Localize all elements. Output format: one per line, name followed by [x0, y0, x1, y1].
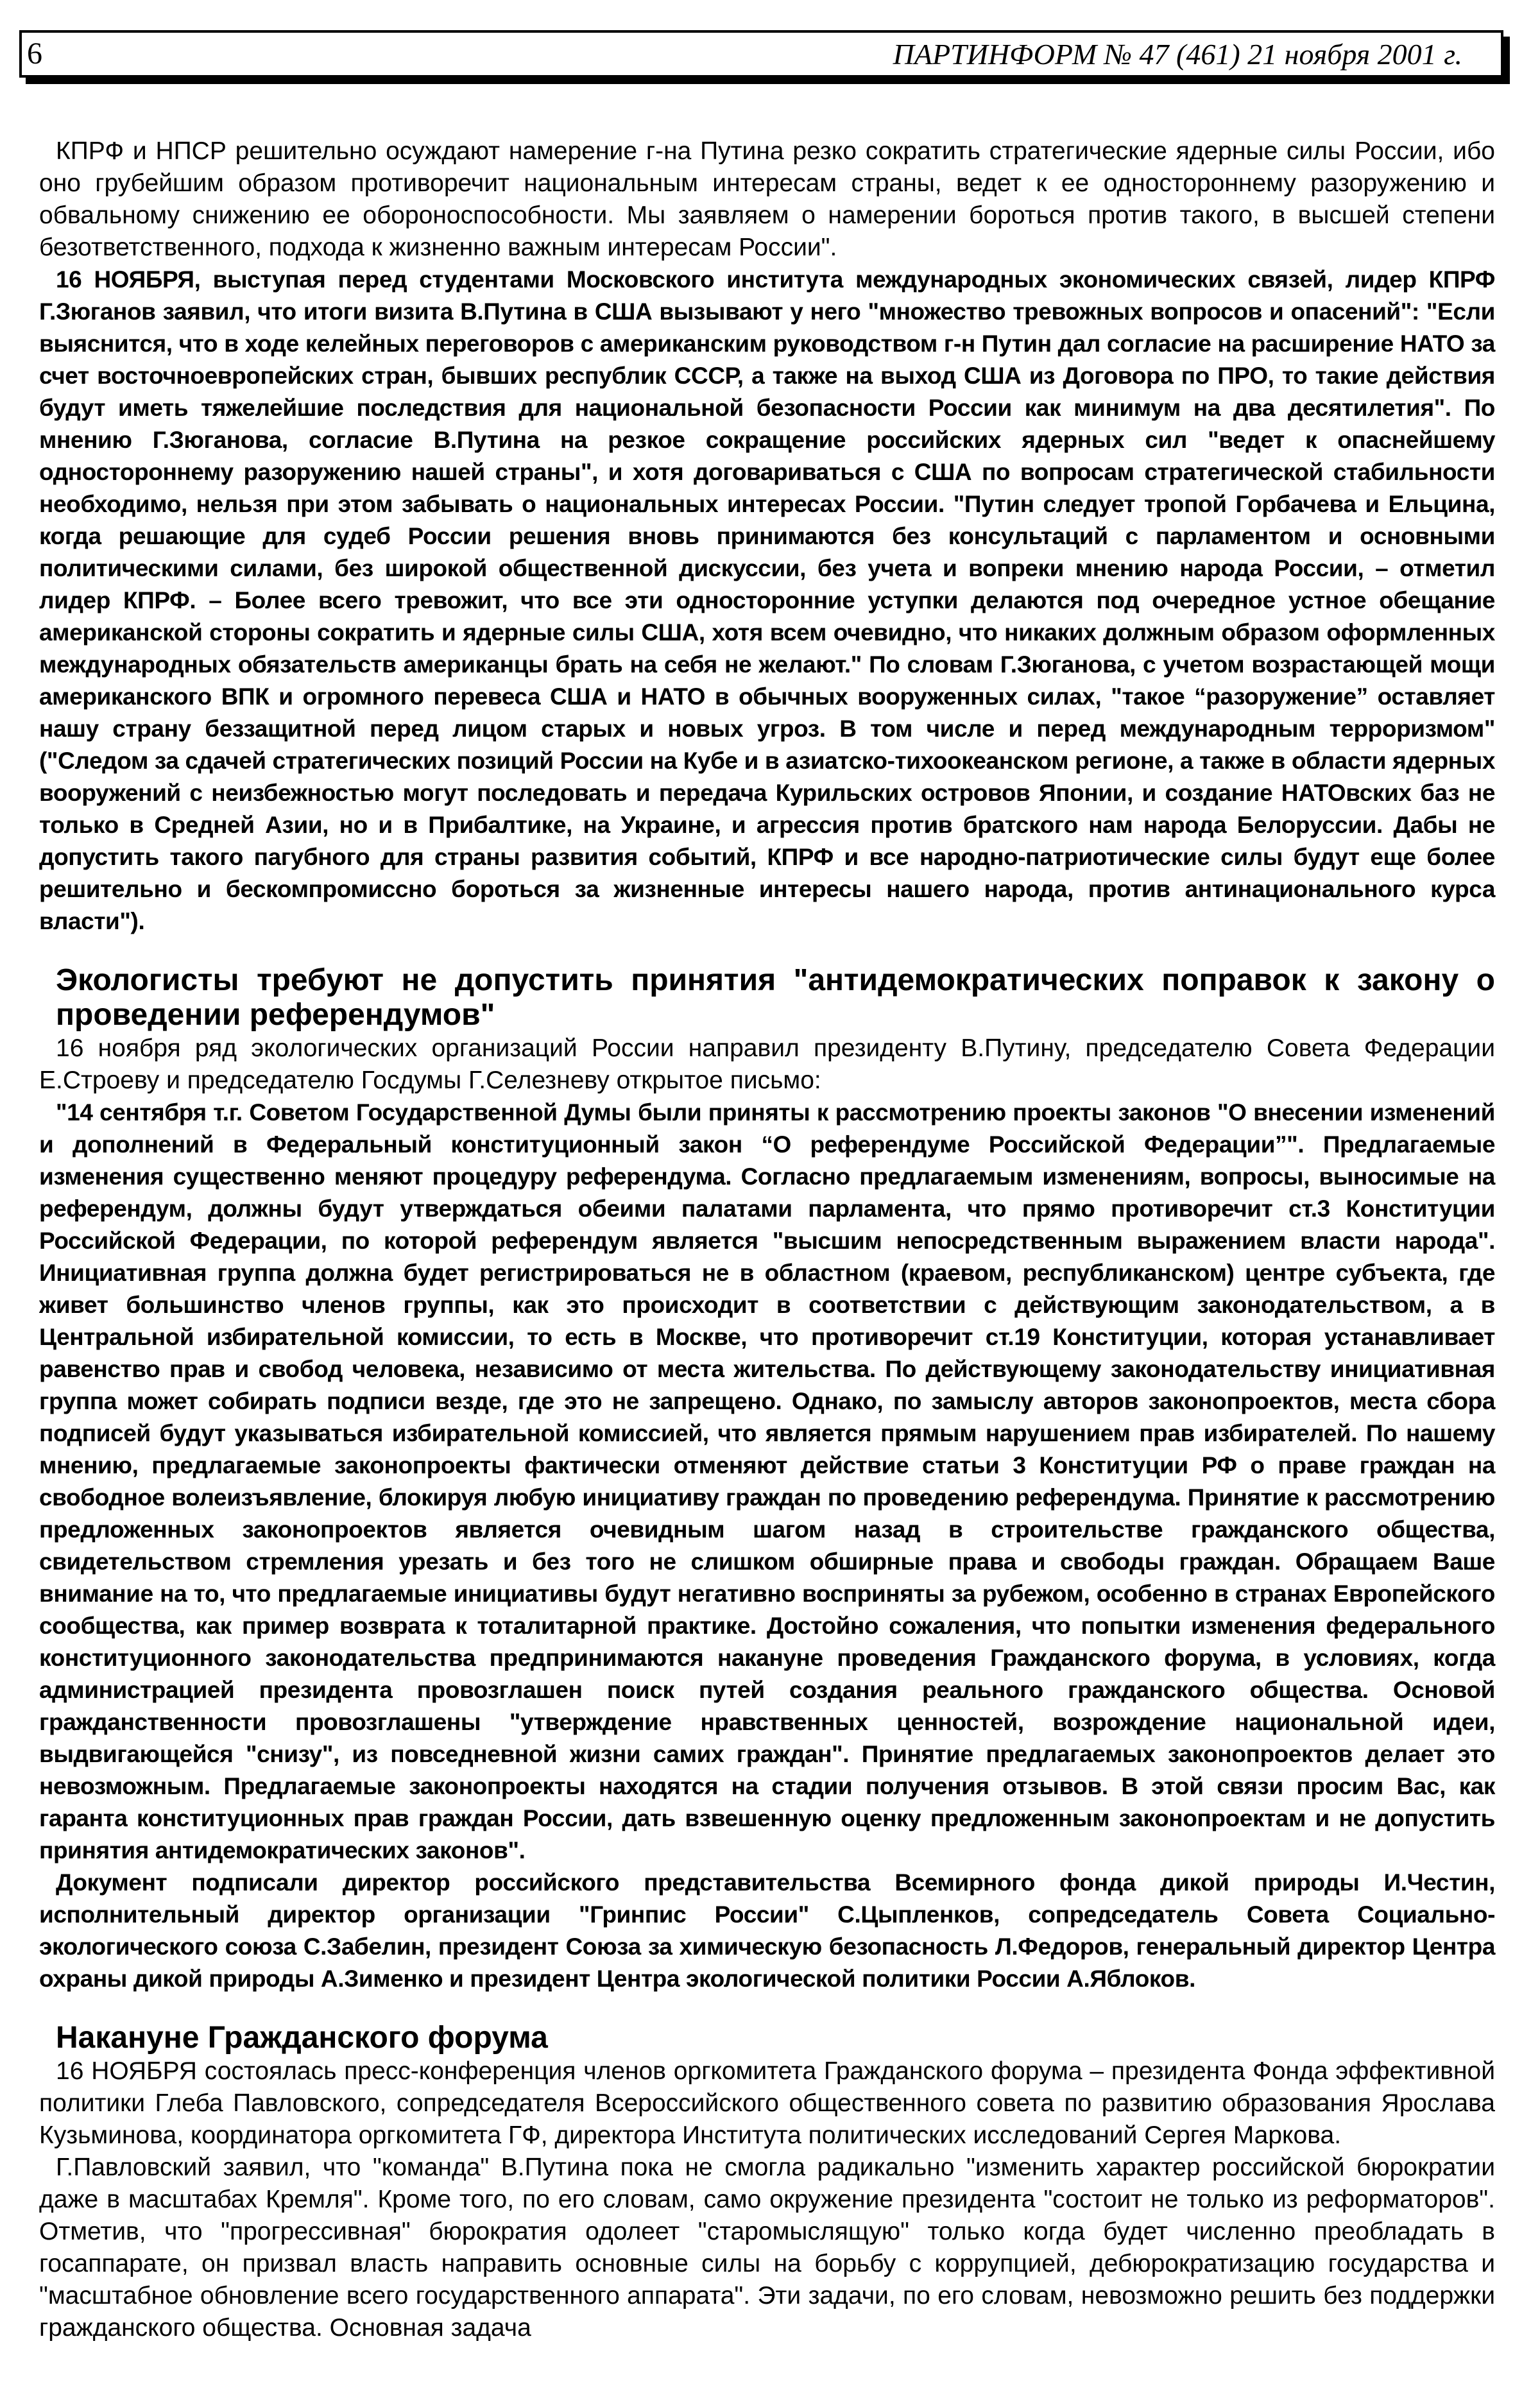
page-number: 6 — [27, 37, 42, 71]
page-body — [39, 0, 1495, 2370]
publication-title: ПАРТИНФОРМ № 47 (461) 21 ноября 2001 г. — [893, 38, 1462, 71]
article-title: Экологисты требуют не допустить принятия "антидемократических поправок к закону о проведении референдумов" — [56, 963, 1495, 1032]
paragraph: 16 НОЯБРЯ, выступая перед студентами Московского института международных экономических связей, лидер КПРФ Г.Зюганов заявил, что итоги визита В.Путина в США вызывают у него "множество тревожных вопросов и опасений": "Если выяснится, что в ходе келейных переговоров с американским руководством г-н Путин дал согласие на расширение НАТО за счет восточноевропейских стран, бывших республик СССР, а также на выход США из Договора по ПРО, то такие действия будут иметь тяжелейшие последствия для национальной безопасности России как минимум на два десятилетия". По мнению Г.Зюганова, согласие В.Путина на резкое сокращение российских ядерных сил "ведет к опаснейшему одностороннему разоружению нашей страны", и хотя договариваться с США по вопросам стратегической стабильности необходимо, нельзя при этом забывать о национальных интересах России. "Путин следует тропой Горбачева и Ельцина, когда решающие для судеб России решения вновь принимаются без консультаций с парламентом и основными политическими силами, без широкой общественной дискуссии, без учета и вопреки мнению народа России, – отметил лидер КПРФ. – Более всего тревожит, что все эти односторонние уступки делаются под очередное устное обещание американской стороны сократить и ядерные силы США, хотя всем очевидно, что никаких должным образом оформленных международных обязательств американцы брать на себя не желают." По словам Г.Зюганова, с учетом возрастающей мощи американского ВПК и огромного перевеса США и НАТО в обычных вооруженных силах, "такое “разоружение” оставляет нашу страну беззащитной перед лицом старых и новых угроз. В том числе и перед международным терроризмом" ("Следом за сдачей стратегических позиций России на Кубе и в азиатско-тихоокеанском регионе, а также в области ядерных вооружений с неизбежностью могут последовать и передача Курильских островов Японии, и создание НАТОвских баз не только в Средней Азии, но и в Прибалтике, на Украине, и агрессия против братского нам народа Белоруссии. Дабы не допустить такого пагубного для страны развития событий, КПРФ и все народно-патриотические силы будут еще более решительно и бескомпромиссно бороться за жизненные интересы нашего народа, против антинационального курса власти"). — [39, 266, 1495, 934]
article-title: Накануне Гражданского форума — [56, 2021, 548, 2055]
article-civil-forum — [39, 2021, 1495, 2344]
paragraph: "14 сентября т.г. Советом Государственной Думы были приняты к рассмотрению проекты законов "О внесении изменений и дополнений в Федеральный конституционный закон “О референдуме Российской Федерации”". Предлагаемые изменения существенно меняют процедуру референдума. Согласно предлагаемым изменениям, вопросы, выносимые на референдум, должны будут утверждаться обеими палатами парламента, что прямо противоречит ст.3 Конституции Российской Федерации, по которой референдум является "высшим непосредственным выражением власти народа". Инициативная группа должна будет регистрироваться не в областном (краевом, республиканском) центре субъекта, где живет большинство членов группы, как это происходит в соответствии с действующим законодательством, а в Центральной избирательной комиссии, то есть в Москве, что противоречит ст.19 Конституции, которая устанавливает равенство прав и свобод человека, независимо от места жительства. По действующему законодательству инициативная группа может собирать подписи везде, где это не запрещено. Однако, по замыслу авторов законопроектов, места сбора подписей будут указываться избирательной комиссией, что является прямым нарушением прав избирателей. По нашему мнению, предлагаемые законопроекты фактически отменяют действие статьи 3 Конституции РФ о праве граждан на свободное волеизъявление, блокируя любую инициативу граждан по проведению референдума. Принятие к рассмотрению предложенных законопроектов является очевидным шагом назад в строительстве гражданского общества, свидетельством стремления урезать и без того не слишком обширные права и свободы граждан. Обращаем Ваше внимание на то, что предлагаемые инициативы будут негативно восприняты за рубежом, особенно в странах Европейского сообщества, как пример возврата к тоталитарной практике. Достойно сожаления, что попытки изменения федерального конституционного законодательства предпринимаются накануне проведения Гражданского форума, в условиях, когда администрацией президента провозглашен поиск путей создания реального гражданского общества. Основой гражданственности провозглашены "утверждение нравственных ценностей, возрождение национальной идеи, выдвигающейся "снизу", из повседневной жизни самих граждан". Принятие предлагаемых законопроектов делает это невозможным. Предлагаемые законопроекты находятся на стадии получения отзывов. В этой связи просим Вас, как гаранта конституционных прав граждан России, дать взвешенную оценку предложенным законопроектам и не допустить принятия антидемократических законов". — [39, 1099, 1495, 1864]
paragraph: КПРФ и НПСР решительно осуждают намерение г-на Путина резко сократить стратегические ядерные силы России, ибо оно грубейшим образом противоречит национальным интересам страны, ведет к ее одностороннему разоружению и обвальному снижению ее обороноспособности. Мы заявляем о намерении бороться против такого, в высшей степени безответственного, подхода к жизненно важным интересам России". — [39, 137, 1495, 261]
paragraph: Г.Павловский заявил, что "команда" В.Путина пока не смогла радикально "изменить характер российской бюрократии даже в масштабах Кремля". Кроме того, по его словам, само окружение президента "состоит не только из реформаторов". Отметив, что "прогрессивная" бюрократия одолеет "старомыслящую" только когда будет численно преобладать в госаппарате, он призвал власть направить основные силы на борьбу с коррупцией, дебюрократизацию государства и "масштабное обновление всего государственного аппарата". Эти задачи, по его словам, невозможно решить без поддержки гражданского общества. Основная задача — [39, 2154, 1495, 2342]
paragraph: 16 ноября ряд экологических организаций России направил президенту В.Путину, председателю Совета Федерации Е.Строеву и председателю Госдумы Г.Селезневу открытое письмо: — [39, 1034, 1495, 1094]
paragraph: 16 НОЯБРЯ состоялась пресс-конференция членов оргкомитета Гражданского форума – президента Фонда эффективной политики Глеба Павловского, сопредседателя Всероссийского общественного совета по развитию образования Ярослава Кузьминова, координатора оргкомитета ГФ, директора Института политических исследований Сергея Маркова. — [39, 2057, 1495, 2149]
article-kprf — [39, 135, 1495, 938]
paragraph: Документ подписали директор российского представительства Всемирного фонда дикой природы И.Честин, исполнительный директор организации "Гринпис России" С.Цыпленков, сопредседатель Совета Социально-экологического союза С.Забелин, президент Союза за химическую безопасность Л.Федоров, генеральный директор Центра охраны дикой природы А.Зименко и президент Центра экологической политики России А.Яблоков. — [39, 1869, 1495, 1992]
article-ecologists — [39, 963, 1495, 1995]
